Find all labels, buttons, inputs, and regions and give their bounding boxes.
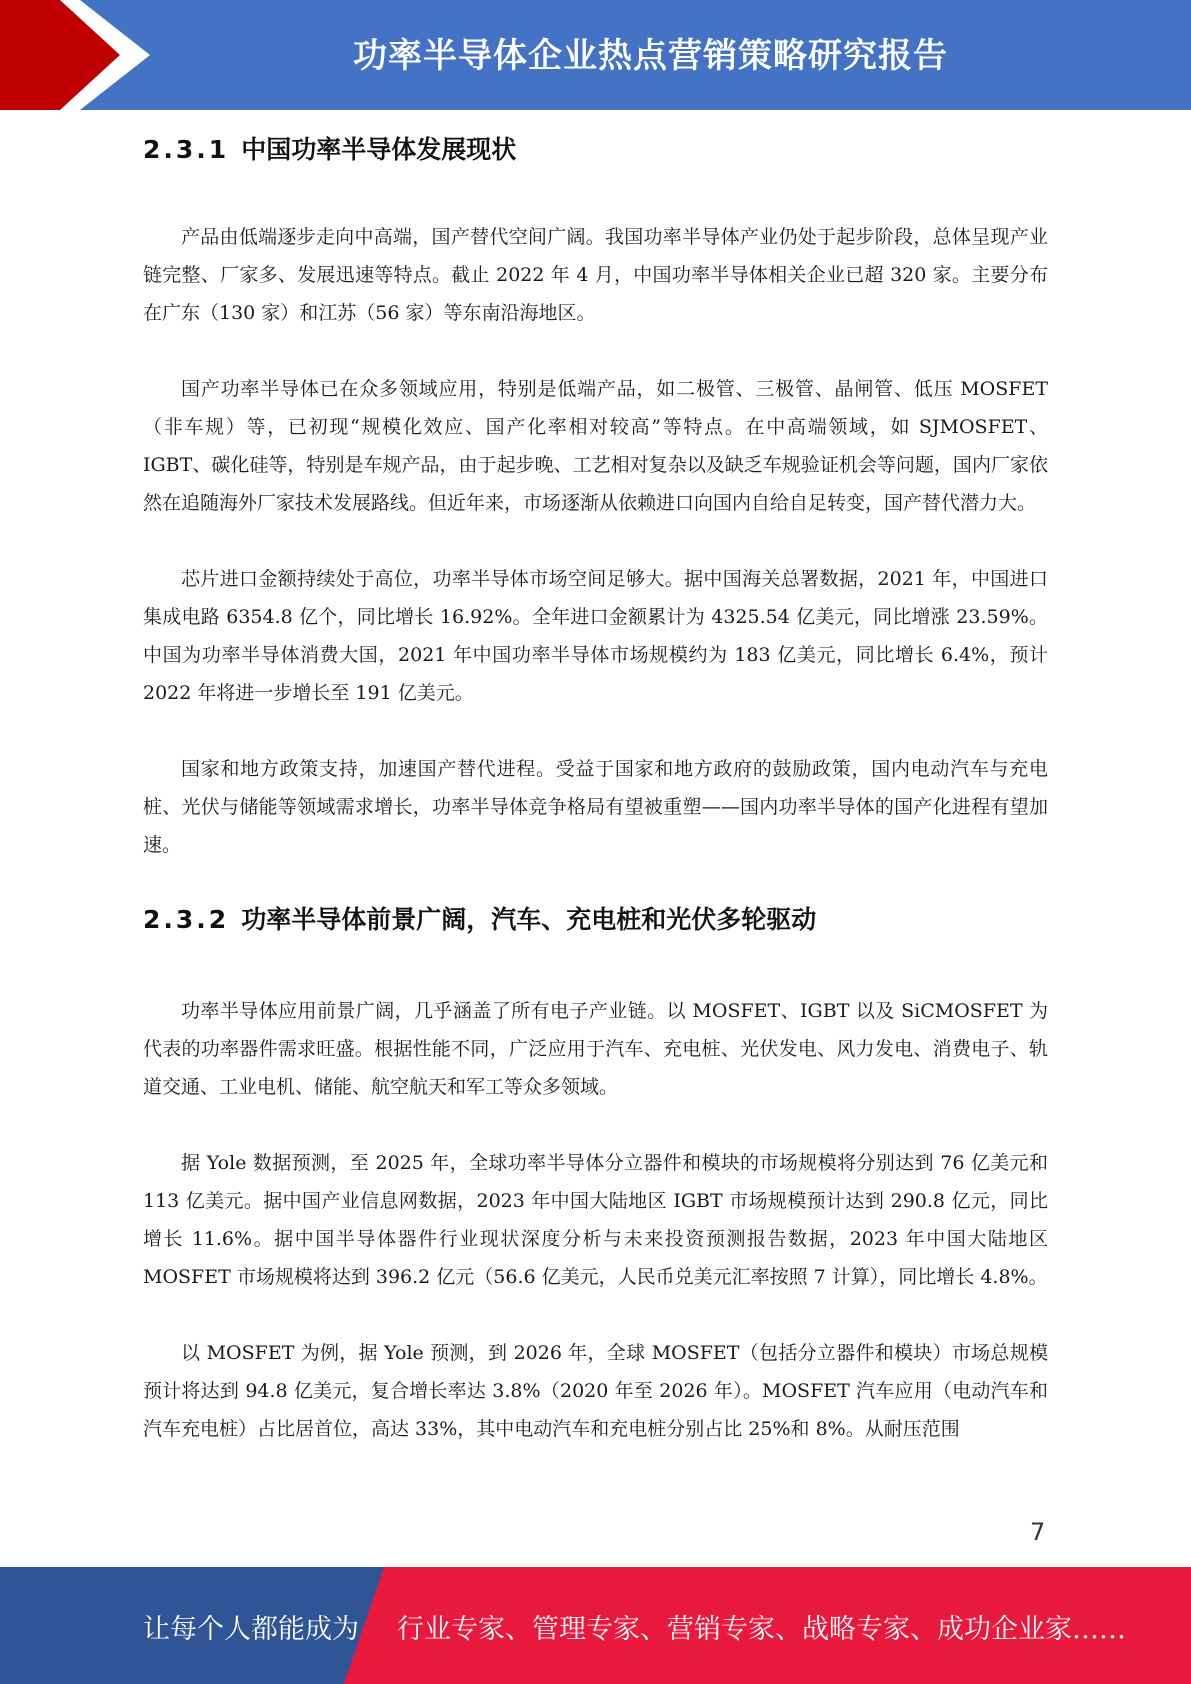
- paragraph: 芯片进口金额持续处于高位，功率半导体市场空间足够大。据中国海关总署数据，2021 年，中国进口集成电路 6354.8 亿个，同比增长 16.92%。全年进口金额累计为 4325.54 亿美元，同比增涨 23.59%。中国为功率半导体消费大国，2021 年中国功率半导体市场规模约为 183 亿美元，同比增长 6.4%，预计 2022 年将进一步增长至 191 亿美元。: [143, 568, 1048, 704]
- section-title: 中国功率半导体发展现状: [241, 135, 517, 164]
- paragraph: 以 MOSFET 为例，据 Yole 预测，到 2026 年，全球 MOSFET（包括分立器件和模块）市场总规模预计将达到 94.8 亿美元，复合增长率达 3.8%（2020 年至 2026 年）。MOSFET 汽车应用（电动汽车和汽车充电桩）占比居首位，高达 33%，其中电动汽车和充电桩分别占比 25%和 8%。从耐压范围: [143, 1342, 1048, 1440]
- section-number: 2.3.2: [143, 905, 230, 934]
- paragraph: 产品由低端逐步走向中高端，国产替代空间广阔。我国功率半导体产业仍处于起步阶段，总体呈现产业链完整、厂家多、发展迅速等特点。截止 2022 年 4 月，中国功率半导体相关企业已超 320 家。主要分布在广东（130 家）和江苏（56 家）等东南沿海地区。: [143, 226, 1048, 324]
- footer-slogan-right: 行业专家、管理专家、营销专家、战略专家、成功企业家……: [397, 1614, 1126, 1645]
- section-heading-2-3-2: [143, 898, 1048, 942]
- section-title: 功率半导体前景广阔，汽车、充电桩和光伏多轮驱动: [241, 905, 817, 934]
- paragraph: 功率半导体应用前景广阔，几乎涵盖了所有电子产业链。以 MOSFET、IGBT 以及 SiCMOSFET 为代表的功率器件需求旺盛。根据性能不同，广泛应用于汽车、充电桩、光伏发电、风力发电、消费电子、轨道交通、工业电机、储能、航空航天和军工等众多领域。: [143, 1000, 1048, 1098]
- page-header: [0, 0, 1191, 110]
- paragraph: 据 Yole 数据预测，至 2025 年，全球功率半导体分立器件和模块的市场规模将分别达到 76 亿美元和 113 亿美元。据中国产业信息网数据，2023 年中国大陆地区 IGBT 市场规模预计达到 290.8 亿元，同比增长 11.6%。据中国半导体器件行业现状深度分析与未来投资预测报告数据，2023 年中国大陆地区 MOSFET 市场规模将达到 396.2 亿元（56.6 亿美元，人民币兑美元汇率按照 7 计算），同比增长 4.8%。: [143, 1152, 1048, 1288]
- report-title: 功率半导体企业热点营销策略研究报告: [353, 36, 948, 76]
- section-number: 2.3.1: [143, 135, 230, 164]
- footer-slogan-left: 让每个人都能成为: [143, 1614, 359, 1645]
- paragraph: 国家和地方政策支持，加速国产替代进程。受益于国家和地方政府的鼓励政策，国内电动汽车与充电桩、光伏与储能等领域需求增长，功率半导体竞争格局有望被重塑——国内功率半导体的国产化进程有望加速。: [143, 758, 1048, 856]
- page-number: 7: [1030, 1518, 1046, 1546]
- section-heading-2-3-1: [143, 128, 1048, 172]
- document-body: [143, 128, 1048, 1486]
- page-footer: [0, 1567, 1191, 1684]
- paragraph: 国产功率半导体已在众多领域应用，特别是低端产品，如二极管、三极管、晶闸管、低压 MOSFET（非车规）等，已初现“规模化效应、国产化率相对较高”等特点。在中高端领域，如 SJMOSFET、IGBT、碳化硅等，特别是车规产品，由于起步晚、工艺相对复杂以及缺乏车规验证机会等问题，国内厂家依然在追随海外厂家技术发展路线。但近年来，市场逐渐从依赖进口向国内自给自足转变，国产替代潜力大。: [143, 378, 1048, 514]
